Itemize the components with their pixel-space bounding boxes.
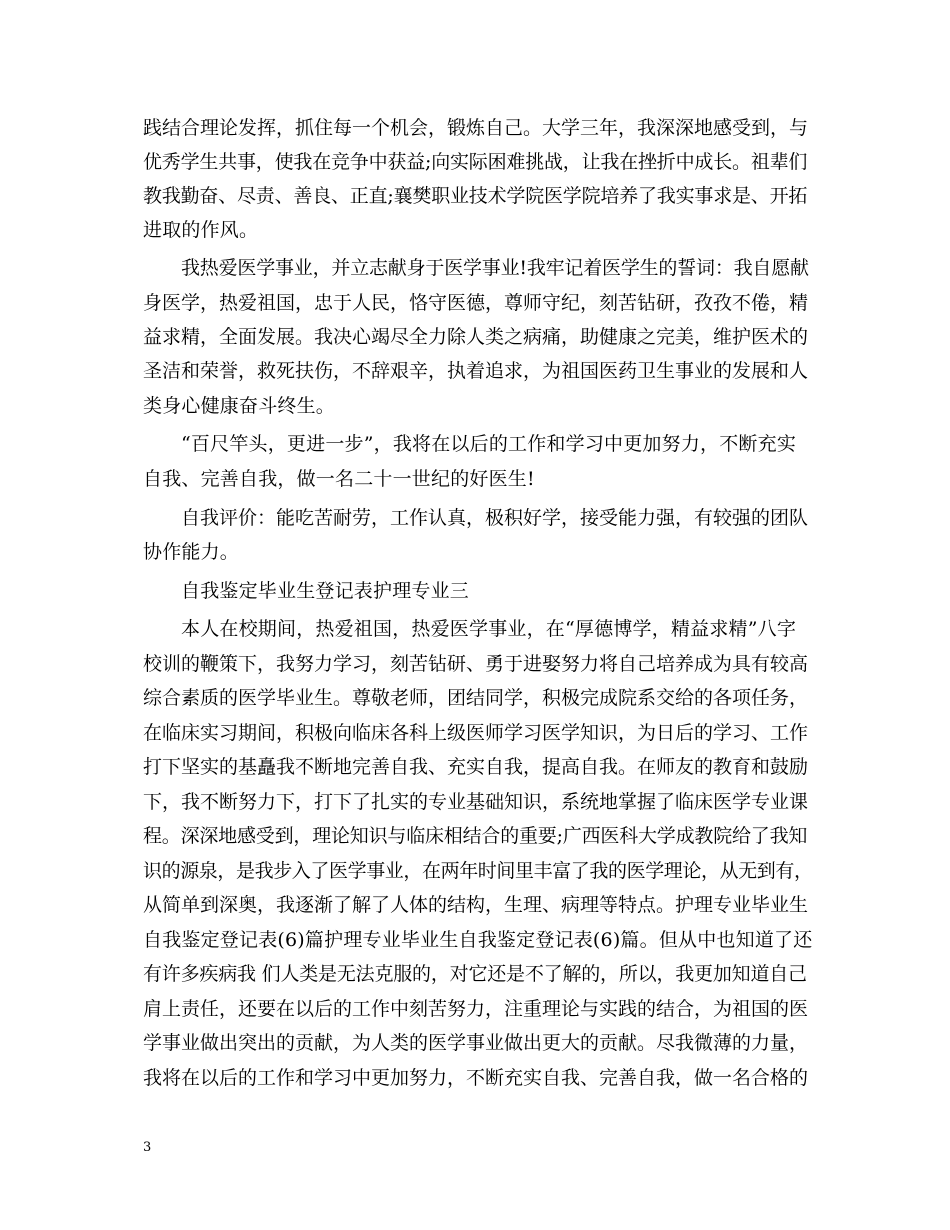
text-line: 优秀学生共事，使我在竞争中获益;向实际困难挑战，让我在挫折中成长。祖辈们 [143, 151, 808, 173]
text-line: 自我评价：能吃苦耐劳，工作认真，极积好学，接受能力强，有较强的团队 [181, 507, 809, 529]
text-line: 有许多疾病我 们人类是无法克服的，对它还是不了解的，所以，我更加知道自己 [143, 963, 807, 985]
text-line: 在临床实习期间，积极向临床各科上级医师学习医学知识，为日后的学习、工作 [143, 722, 809, 744]
text-line: 自我鉴定登记表(6)篇护理专业毕业生自我鉴定登记表(6)篇。但从中也知道了还 [143, 929, 813, 951]
text-line: 圣洁和荣誉，救死扶伤，不辞艰辛，执着追求，为祖国医药卫生事业的发展和人 [143, 360, 809, 382]
text-line: 教我勤奋、尽责、善良、正直;襄樊职业技术学院医学院培养了我实事求是、开拓 [143, 185, 808, 207]
text-line: 综合素质的医学毕业生。尊敬老师，团结同学，积极完成院系交给的各项任务， [143, 687, 809, 709]
page-number: 3 [143, 1140, 152, 1155]
text-line: 下，我不断努力下，打下了扎实的专业基础知识，系统地掌握了临床医学专业课 [143, 791, 809, 813]
text-line: 类身心健康奋斗终生。 [143, 395, 336, 417]
text-line: 学事业做出突出的贡献，为人类的医学事业做出更大的贡献。尽我微薄的力量， [143, 1032, 809, 1054]
text-line: 程。深深地感受到，理论知识与临床相结合的重要;广西医科大学成教院给了我知 [143, 825, 808, 847]
text-line: 校训的鞭策下，我努力学习，刻苦钻研、勇于进娶努力将自己培养成为具有较高 [143, 653, 809, 675]
text-line: 肩上责任，还要在以后的工作中刻苦努力，注重理论与实践的结合，为祖国的医 [143, 998, 809, 1020]
text-line: 自我、完善自我，做一名二十一世纪的好医生! [143, 468, 535, 490]
text-line: 本人在校期间，热爱祖国，热爱医学事业，在“厚德博学，精益求精”八字 [181, 618, 797, 640]
section-heading: 自我鉴定毕业生登记表护理专业三 [181, 580, 470, 602]
text-line: 从简单到深奥，我逐渐了解了人体的结构，生理、病理等特点。护理专业毕业生 [143, 894, 809, 916]
text-line: 我将在以后的工作和学习中更加努力，不断充实自我、完善自我，做一名合格的 [143, 1067, 809, 1089]
text-line: 进取的作风。 [143, 219, 259, 241]
text-line: 身医学，热爱祖国，忠于人民，恪守医德，尊师守纪，刻苦钻研，孜孜不倦，精 [143, 292, 809, 314]
text-line: 打下坚实的基矗我不断地完善自我、充实自我，提高自我。在师友的教育和鼓励 [143, 756, 809, 778]
text-line: 我热爱医学事业，并立志献身于医学事业!我牢记着医学生的誓词：我自愿献 [181, 257, 809, 279]
text-line: 协作能力。 [143, 541, 240, 563]
text-line: 践结合理论发挥，抓住每一个机会，锻炼自己。大学三年，我深深地感受到，与 [143, 117, 809, 139]
text-line: 识的源泉，是我步入了医学事业，在两年时间里丰富了我的医学理论，从无到有， [143, 860, 813, 882]
text-line: “百尺竿头，更进一步”，我将在以后的工作和学习中更加努力，不断充实 [181, 433, 797, 455]
text-line: 益求精，全面发展。我决心竭尽全力除人类之病痛，助健康之完美，维护医术的 [143, 326, 809, 348]
